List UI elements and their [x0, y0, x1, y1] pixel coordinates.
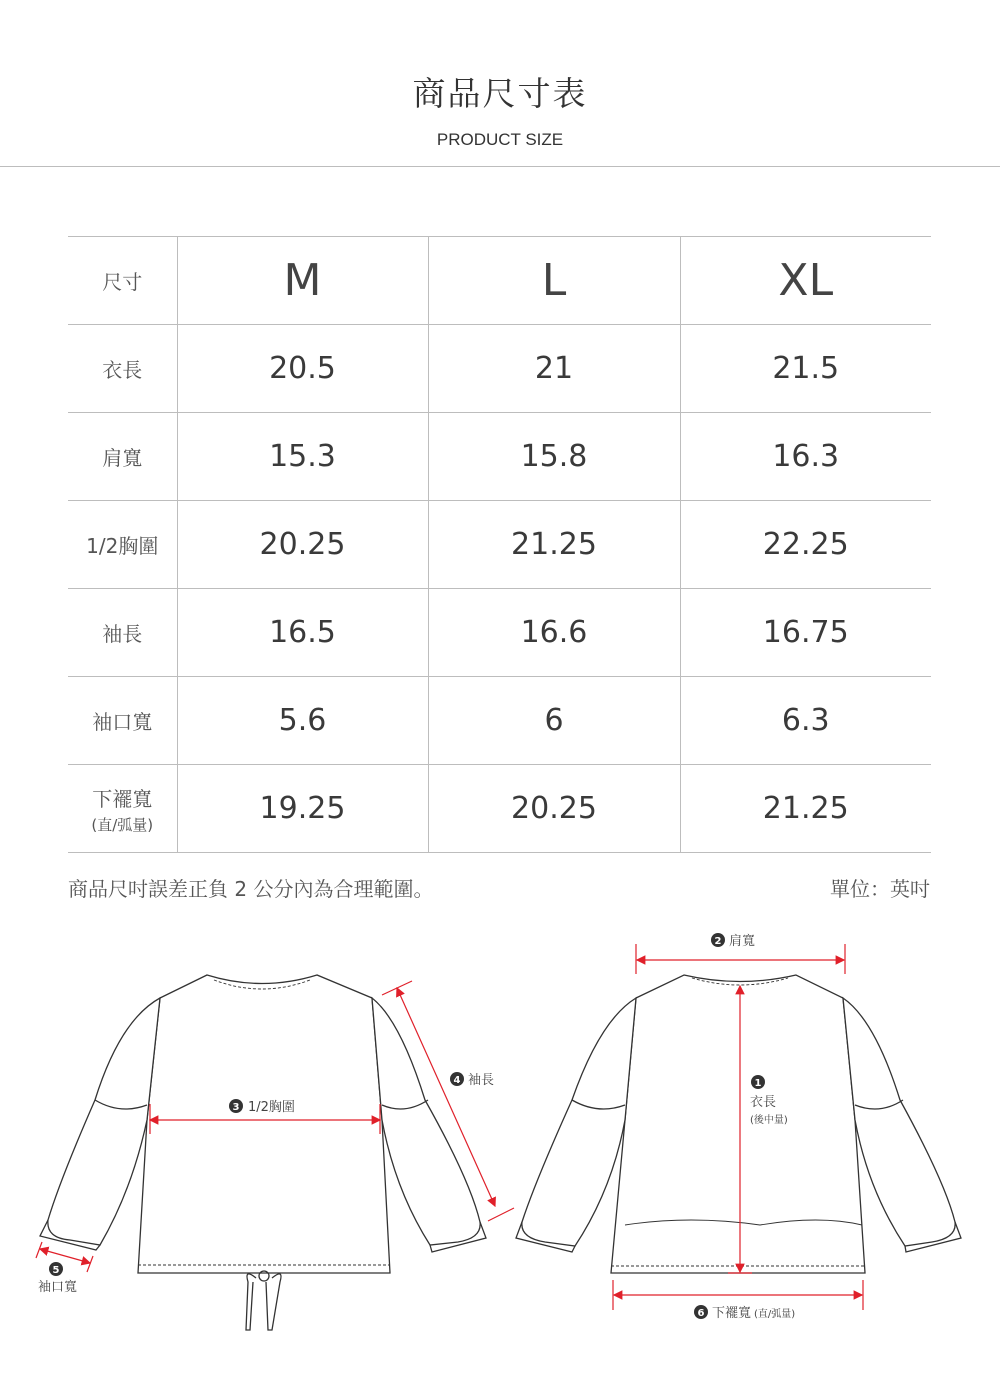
front-garment-drawing	[40, 975, 486, 1330]
back-garment-drawing	[516, 975, 961, 1273]
table-cell: 22.25	[680, 501, 931, 589]
row-label: 肩寬	[68, 413, 177, 501]
tolerance-note: 商品尺吋誤差正負 2 公分內為合理範圍。	[68, 877, 434, 901]
table-cell: 5.6	[177, 677, 428, 765]
unit-note: 單位：英吋	[830, 877, 930, 901]
row-label-sub: (直/弧量)	[91, 815, 154, 834]
row-label-main: 下襬寬	[92, 786, 153, 811]
row-label	[68, 765, 177, 853]
table-cell: 16.3	[680, 413, 931, 501]
table-row	[68, 325, 931, 413]
table-cell: 20.5	[177, 325, 428, 413]
page-title: 商品尺寸表	[412, 74, 588, 113]
sleeve-label: 袖長	[468, 1073, 495, 1088]
table-row	[68, 501, 931, 589]
table-cell: 20.25	[428, 765, 680, 853]
table-row	[68, 765, 931, 853]
table-header-row	[68, 237, 931, 325]
size-header-xl: XL	[680, 237, 931, 325]
size-table	[68, 236, 931, 853]
row-label: 袖口寬	[68, 677, 177, 765]
table-cell: 19.25	[177, 765, 428, 853]
length-number: 1	[754, 1078, 762, 1089]
length-label: 衣長	[750, 1095, 777, 1110]
row-label: 衣長	[68, 325, 177, 413]
table-cell: 6	[428, 677, 680, 765]
chest-label: 1/2胸圍	[248, 1100, 295, 1115]
row-label: 1/2胸圍	[68, 501, 177, 589]
table-cell: 16.5	[177, 589, 428, 677]
sleeve-number: 4	[453, 1075, 461, 1086]
table-row	[68, 589, 931, 677]
table-cell: 15.3	[177, 413, 428, 501]
table-cell: 21	[428, 325, 680, 413]
table-row	[68, 413, 931, 501]
shoulder-label: 肩寬	[729, 934, 756, 949]
size-header-m: M	[177, 237, 428, 325]
table-cell: 16.75	[680, 589, 931, 677]
page-subtitle: PRODUCT SIZE	[436, 130, 564, 149]
table-cell: 16.6	[428, 589, 680, 677]
length-sub-label: (後中量)	[750, 1115, 788, 1126]
garment-diagram	[0, 920, 1000, 1360]
corner-label: 尺寸	[68, 237, 177, 325]
shoulder-number: 2	[714, 936, 722, 947]
table-cell: 21.25	[680, 765, 931, 853]
row-label: 袖長	[68, 589, 177, 677]
header-divider	[0, 166, 1000, 167]
table-cell: 15.8	[428, 413, 680, 501]
table-cell: 20.25	[177, 501, 428, 589]
hem-number: 6	[697, 1308, 705, 1319]
table-cell: 6.3	[680, 677, 931, 765]
table-row	[68, 677, 931, 765]
table-cell: 21.5	[680, 325, 931, 413]
hem-sub-label: (直/弧量)	[754, 1309, 796, 1320]
cuff-label: 袖口寬	[38, 1280, 78, 1295]
cuff-number: 5	[52, 1265, 60, 1276]
table-cell: 21.25	[428, 501, 680, 589]
size-header-l: L	[428, 237, 680, 325]
chest-number: 3	[232, 1102, 240, 1113]
hem-label: 下襬寬	[712, 1306, 752, 1321]
